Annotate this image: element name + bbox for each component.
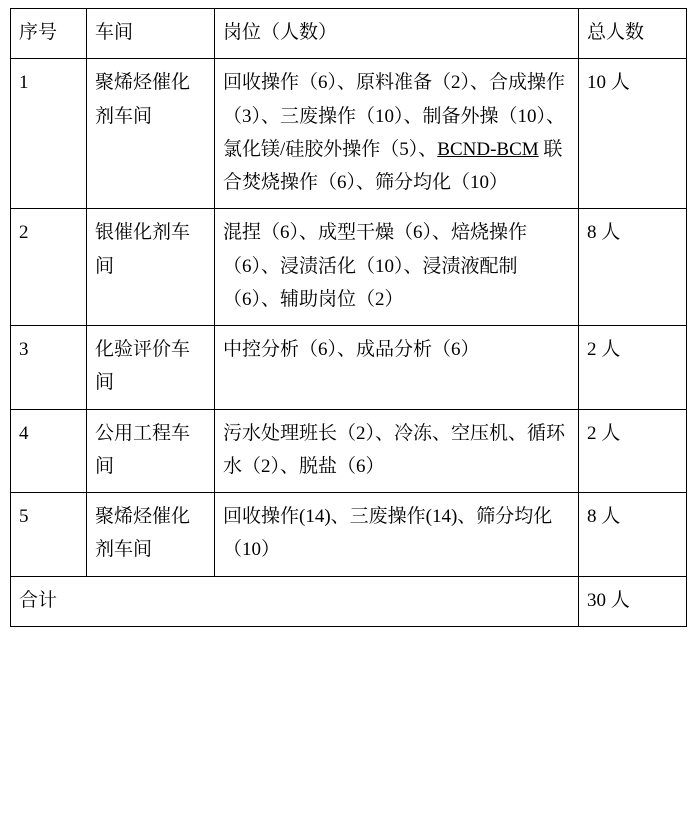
table-row <box>11 409 687 493</box>
column-header-index: 序号 <box>11 9 87 59</box>
cell-index: 2 <box>11 209 87 326</box>
cell-total: 2 人 <box>579 409 687 493</box>
cell-total: 10 人 <box>579 59 687 209</box>
cell-workshop: 化验评价车间 <box>87 326 215 410</box>
cell-grand-total: 30 人 <box>579 576 687 626</box>
column-header-total: 总人数 <box>579 9 687 59</box>
table-header <box>11 9 687 59</box>
table-row <box>11 59 687 209</box>
cell-position: 中控分析（6）、成品分析（6） <box>215 326 579 410</box>
cell-position: 混捏（6）、成型干燥（6）、焙烧操作（6）、浸渍活化（10）、浸渍液配制（6）、辅助岗位（2） <box>215 209 579 326</box>
cell-index: 4 <box>11 409 87 493</box>
cell-total: 2 人 <box>579 326 687 410</box>
cell-position: 污水处理班长（2）、冷冻、空压机、循环水（2）、脱盐（6） <box>215 409 579 493</box>
cell-total: 8 人 <box>579 493 687 577</box>
table-row <box>11 493 687 577</box>
cell-workshop: 银催化剂车间 <box>87 209 215 326</box>
table-row <box>11 326 687 410</box>
cell-total: 8 人 <box>579 209 687 326</box>
table-header-row <box>11 9 687 59</box>
cell-index: 3 <box>11 326 87 410</box>
cell-position: 回收操作(14)、三废操作(14)、筛分均化（10） <box>215 493 579 577</box>
cell-total-label: 合计 <box>11 576 579 626</box>
table-footer-row <box>11 576 687 626</box>
column-header-position: 岗位（人数） <box>215 9 579 59</box>
cell-workshop: 聚烯烃催化剂车间 <box>87 59 215 209</box>
staffing-table <box>10 8 687 627</box>
column-header-workshop: 车间 <box>87 9 215 59</box>
underlined-text: BCND-BCM <box>437 138 539 160</box>
cell-position: 回收操作（6）、原料准备（2）、合成操作（3）、三废操作（10）、制备外操（10）、氯化镁/硅胶外操作（5）、BCND-BCM 联合焚烧操作（6）、筛分均化（10） <box>215 59 579 209</box>
table-body <box>11 59 687 627</box>
cell-index: 5 <box>11 493 87 577</box>
cell-workshop: 公用工程车间 <box>87 409 215 493</box>
cell-workshop: 聚烯烃催化剂车间 <box>87 493 215 577</box>
table-row <box>11 209 687 326</box>
cell-index: 1 <box>11 59 87 209</box>
